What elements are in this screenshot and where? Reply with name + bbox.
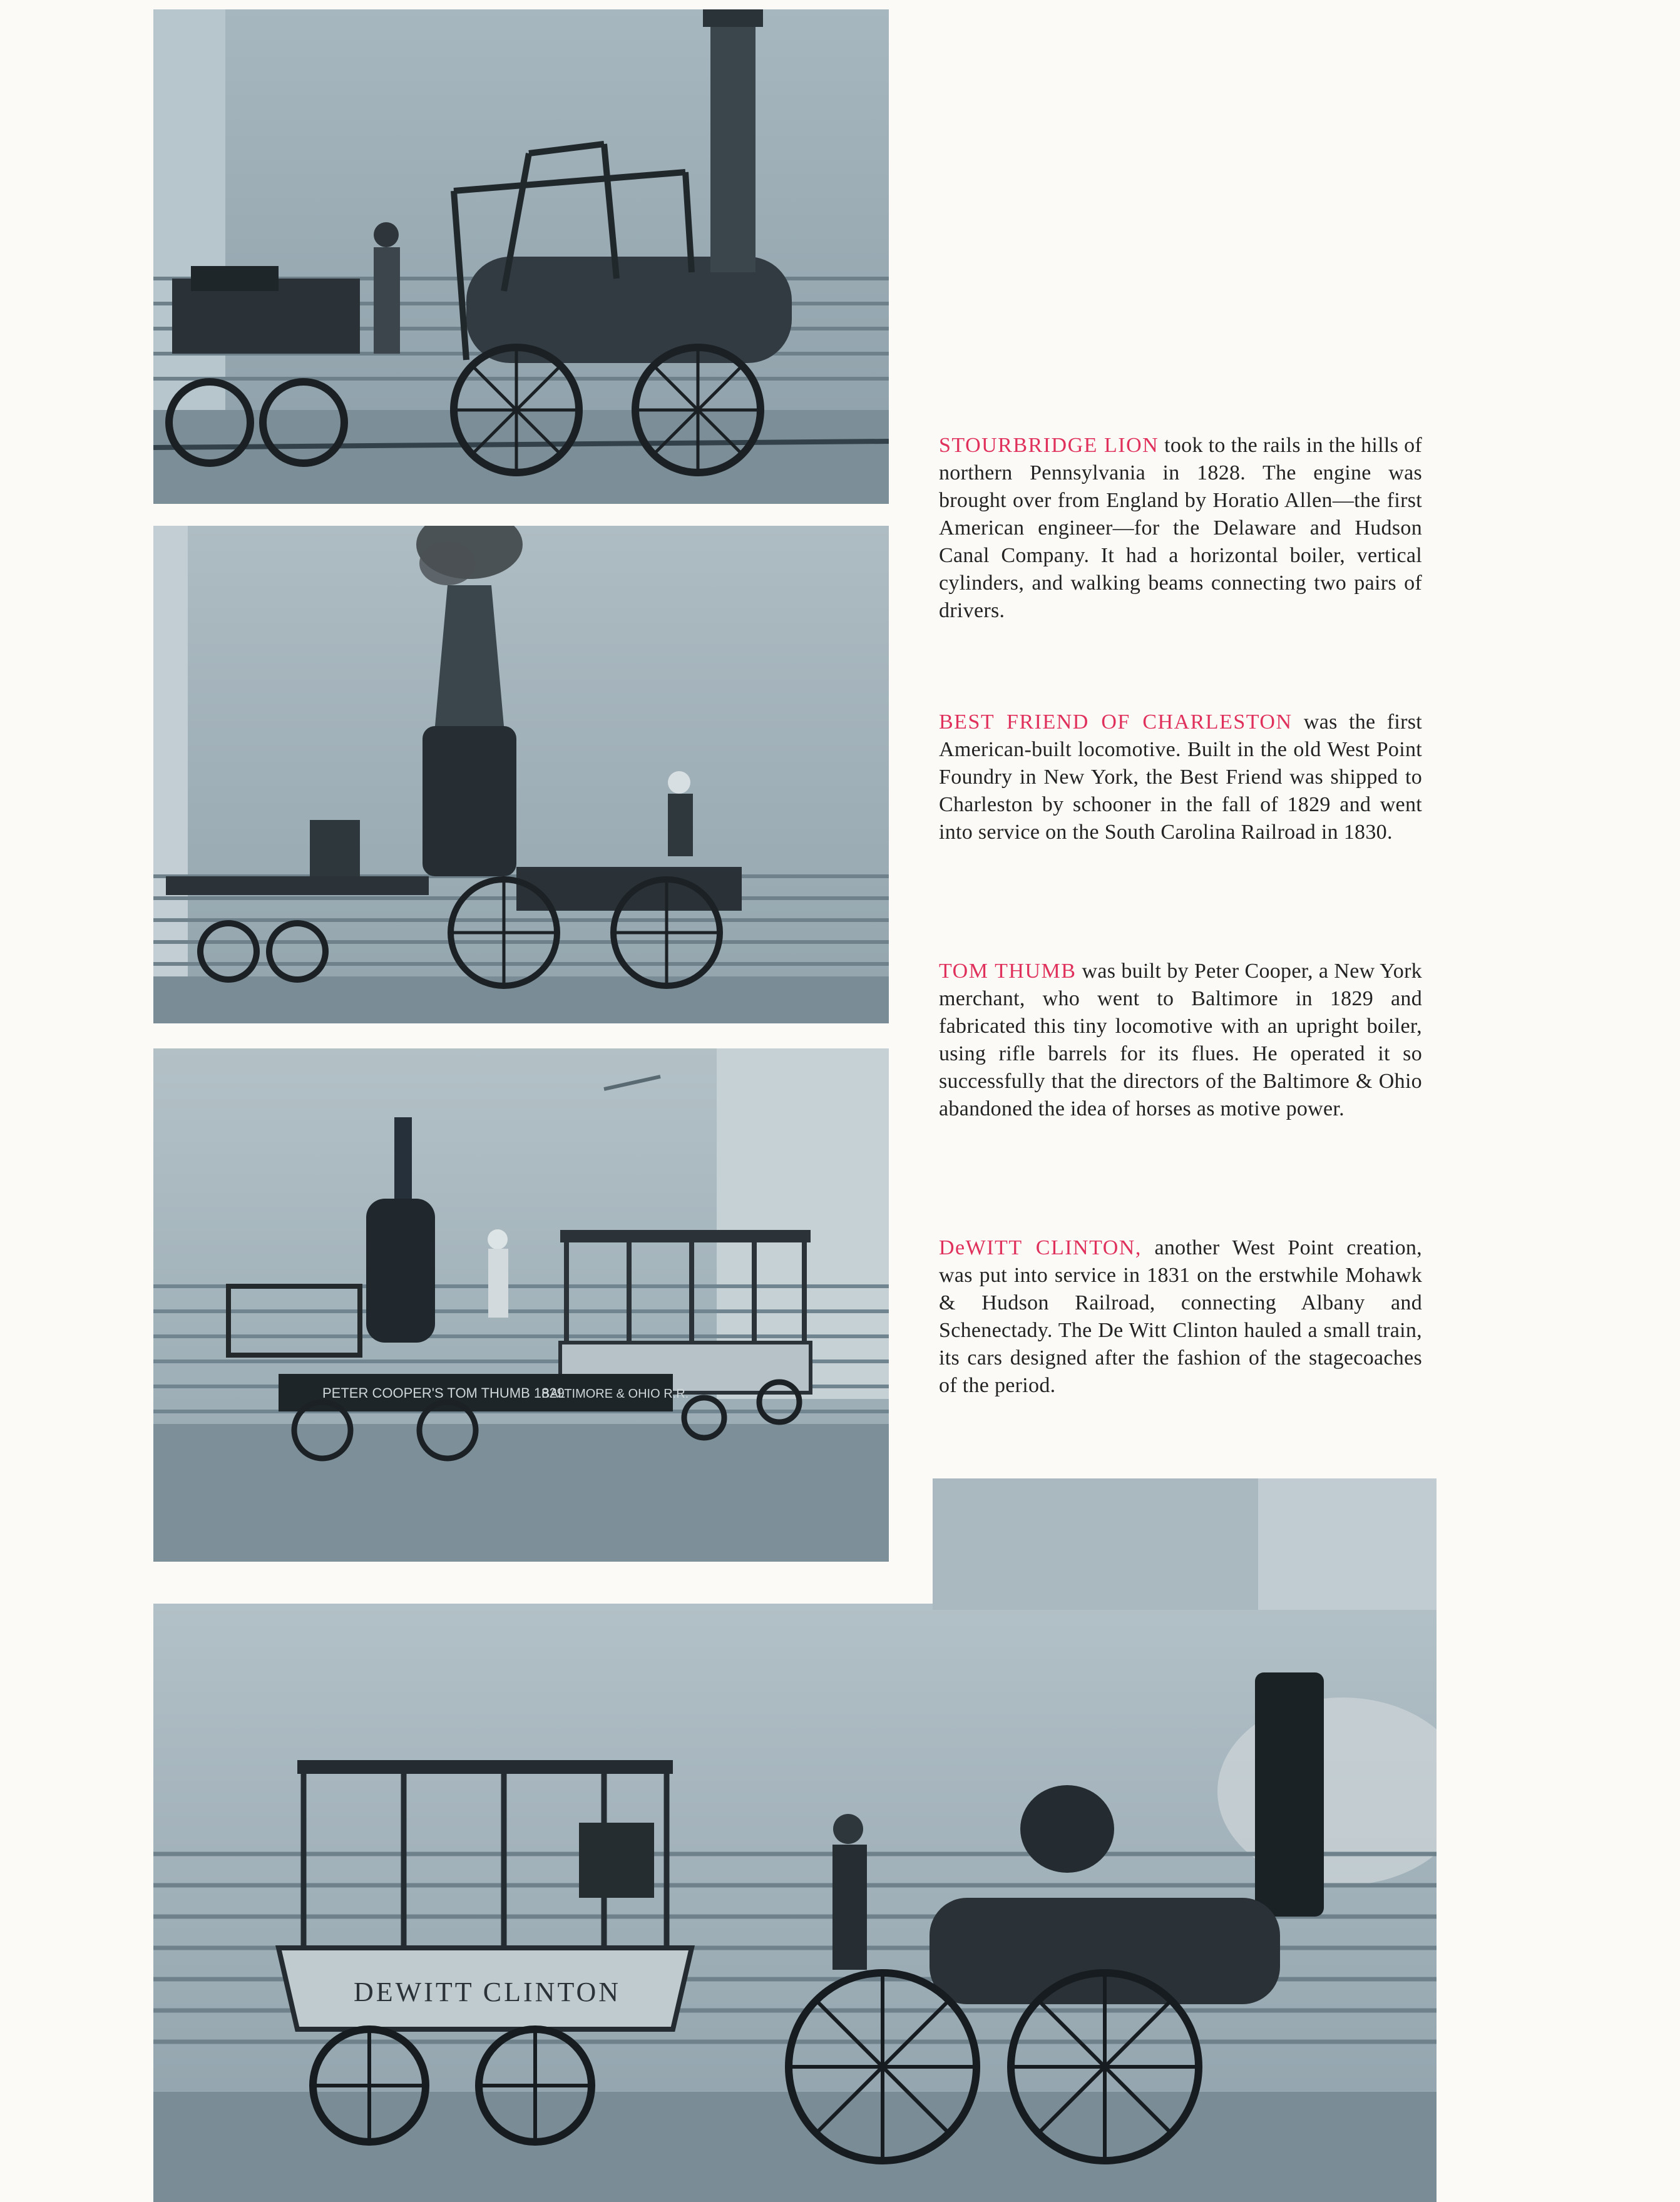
photo-dewitt-clinton-upper — [933, 1478, 1437, 1610]
caption-body: was built by Peter Cooper, a New York merchant, who went to Baltimore in 1829 and fabricated this tiny locomotive with an upright boiler, using rifle barrels for its flues. He operated it so successfully that the directors of the Baltimore & Ohio abandoned the idea of horses as motive power. — [939, 960, 1422, 1120]
caption-dewitt-clinton — [939, 1234, 1422, 1400]
caption-title: STOURBRIDGE LION — [939, 434, 1159, 457]
dewitt-coach-lettering: DEWITT CLINTON — [354, 1977, 622, 2007]
caption-title: TOM THUMB — [939, 960, 1077, 983]
dewitt-clinton-sky — [933, 1478, 1437, 1610]
tom-thumb-car-lettering: PETER COOPER'S TOM THUMB 1829 — [322, 1385, 565, 1401]
photo-stourbridge-lion — [153, 9, 889, 504]
caption-title: DeWITT CLINTON, — [939, 1236, 1142, 1259]
caption-title: BEST FRIEND OF CHARLESTON — [939, 710, 1293, 734]
best-friend-illustration — [153, 526, 889, 1023]
caption-body: was the first American-built locomotive. Built in the old West Point Foundry in New York, the Best Friend was shipped to Charleston by schooner in the fall of 1829 and went into service on the South Carolina Railroad in 1830. — [939, 710, 1422, 844]
dewitt-clinton-illustration — [153, 1604, 1437, 2202]
caption-body: took to the rails in the hills of northern Pennsylvania in 1828. The engine was brought over from England by Horatio Allen—the first American engineer—for the Delaware and Hudson Canal Company. It had a horizontal boiler, vertical cylinders, and walking beams connecting two pairs of drivers. — [939, 434, 1422, 622]
photo-tom-thumb — [153, 1048, 889, 1562]
tom-thumb-illustration — [153, 1048, 889, 1562]
stourbridge-lion-illustration — [153, 9, 889, 504]
caption-best-friend-of-charleston — [939, 709, 1422, 846]
caption-tom-thumb — [939, 958, 1422, 1123]
photo-dewitt-clinton — [153, 1604, 1437, 2202]
tom-thumb-railroad-lettering: BALTIMORE & OHIO R.R. — [541, 1387, 689, 1401]
photo-best-friend-of-charleston — [153, 526, 889, 1023]
caption-stourbridge-lion — [939, 432, 1422, 625]
caption-body: another West Point creation, was put into service in 1831 on the erstwhile Mohawk & Hudson Railroad, connecting Albany and Schenectady. The De Witt Clinton hauled a small train, its cars designed after the fashion of the stagecoaches of the period. — [939, 1236, 1422, 1397]
